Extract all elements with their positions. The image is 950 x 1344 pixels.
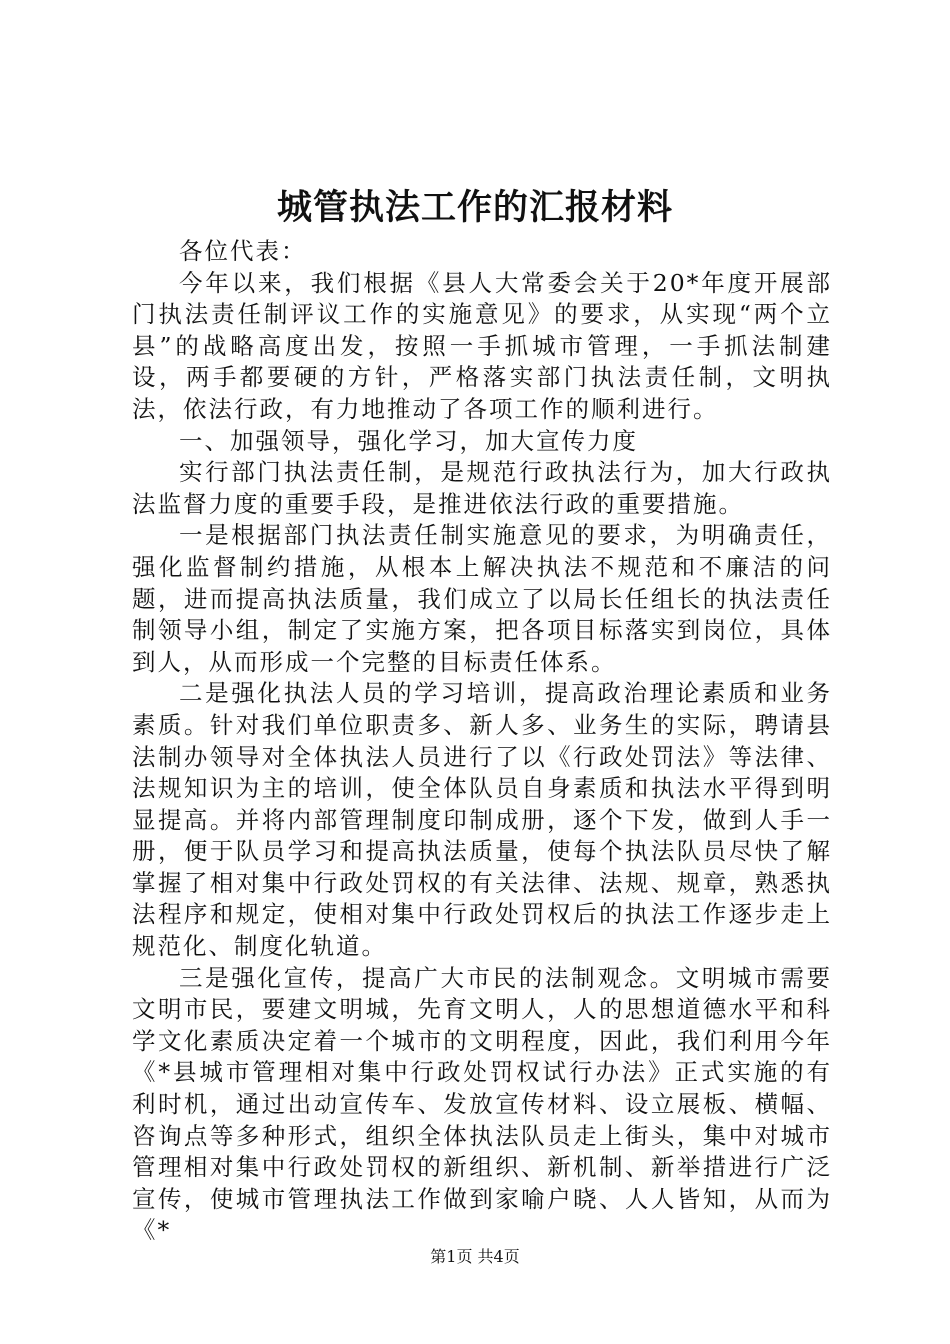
salutation-paragraph: 各位代表：	[179, 237, 307, 265]
body-paragraph: 二是强化执法人员的学习培训，提高政治理论素质和业务素质。针对我们单位职责多、新人多、业务生的实际，聘请县法制办领导对全体执法人员进行了以《行政处罚法》等法律、法规知识为主的培训，使全体队员自身素质和执法水平得到明显提高。并将内部管理制度印制成册，逐个下发，做到人手一册，便于队员学习和提高执法质量，使每个执法队员尽快了解掌握了相对集中行政处罚权的有关法律、法规、规章，熟悉执法程序和规定，使相对集中行政处罚权后的执法工作逐步走上规范化、制度化轨道。	[132, 679, 832, 961]
body-paragraph: 实行部门执法责任制，是规范行政执法行为，加大行政执法监督力度的重要手段，是推进依法行政的重要措施。	[132, 458, 832, 518]
page-footer: 第1页 共4页	[430, 1247, 520, 1266]
document-body	[132, 236, 832, 1247]
intro-paragraph: 今年以来，我们根据《县人大常委会关于20*年度开展部门执法责任制评议工作的实施意见》的要求，从实现“两个立县”的战略高度出发，按照一手抓城市管理，一手抓法制建设，两手都要硬的方针，严格落实部门执法责任制，文明执法，依法行政，有力地推动了各项工作的顺利进行。	[132, 268, 832, 423]
body-paragraph: 三是强化宣传，提高广大市民的法制观念。文明城市需要文明市民，要建文明城，先育文明人，人的思想道德水平和科学文化素质决定着一个城市的文明程度，因此，我们利用今年《*县城市管理相对集中行政处罚权试行办法》正式实施的有利时机，通过出动宣传车、发放宣传材料、设立展板、横幅、咨询点等多种形式，组织全体执法队员走上街头，集中对城市管理相对集中行政处罚权的新组织、新机制、新举措进行广泛宣传，使城市管理执法工作做到家喻户晓、人人皆知，从而为《*	[132, 963, 832, 1245]
section-heading: 一、加强领导，强化学习，加大宣传力度	[179, 426, 638, 455]
body-paragraph: 一是根据部门执法责任制实施意见的要求，为明确责任，强化监督制约措施，从根本上解决执法不规范和不廉洁的问题，进而提高执法质量，我们成立了以局长任组长的执法责任制领导小组，制定了实施方案，把各项目标落实到岗位，具体到人，从而形成一个完整的目标责任体系。	[132, 521, 832, 676]
document-title: 城管执法工作的汇报材料	[276, 187, 673, 228]
